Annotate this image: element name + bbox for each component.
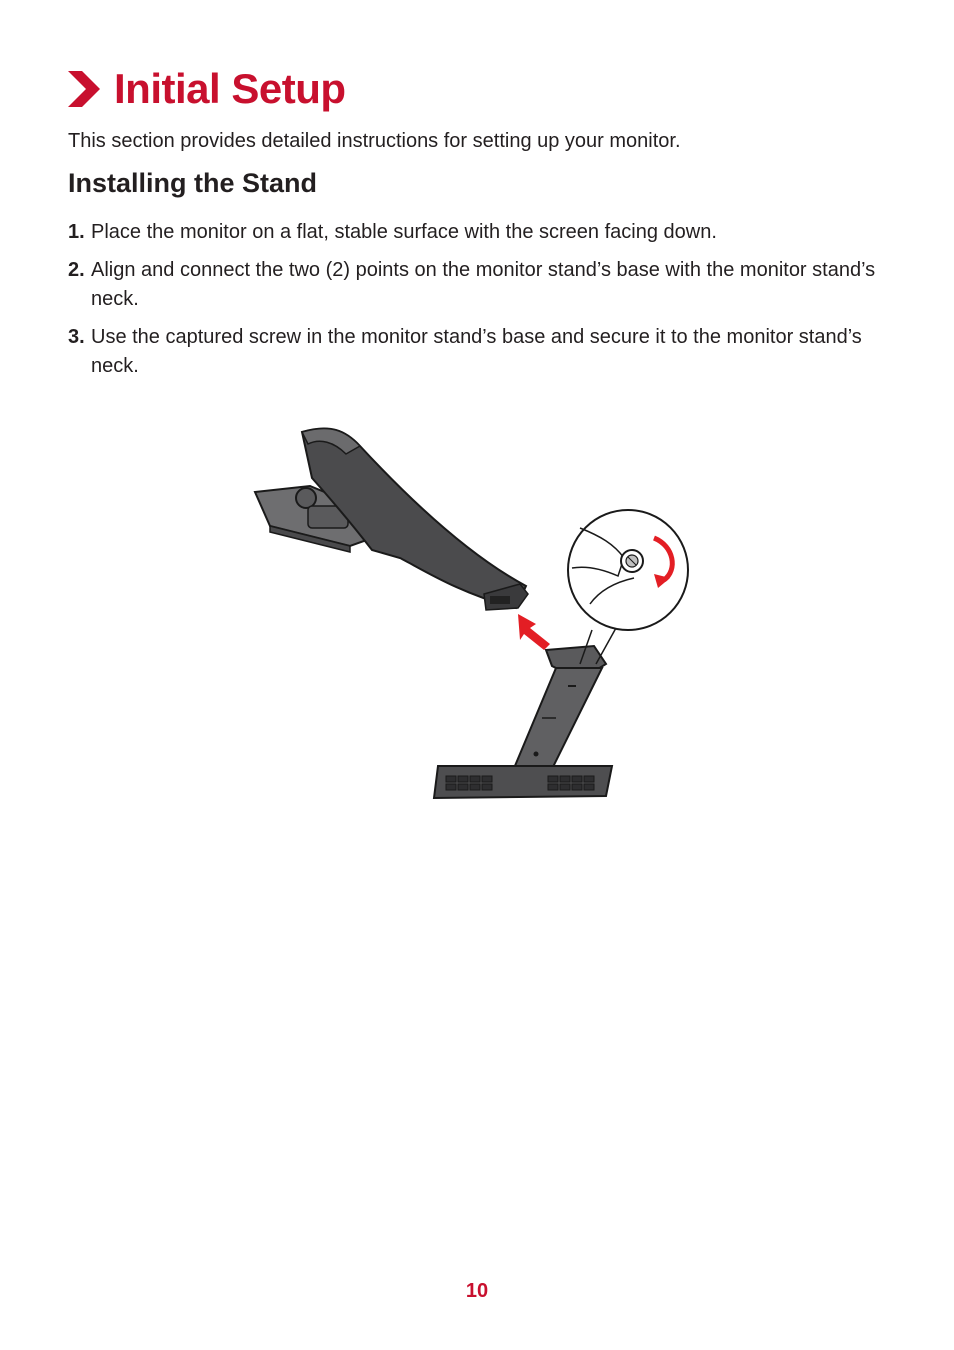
stand-base-illustration [434, 646, 612, 798]
page-number: 10 [465, 1280, 489, 1302]
section-heading: Installing the Stand [68, 168, 318, 198]
page-title-row [66, 62, 346, 116]
step-text: Align and connect the two (2) points on the monitor stand’s base with the monitor stand’s neck. [91, 259, 876, 310]
list-item [68, 323, 888, 381]
intro-paragraph: This section provides detailed instructions for setting up your monitor. [68, 130, 681, 152]
stand-installation-figure [250, 418, 690, 803]
screw-zoom-callout [568, 510, 688, 664]
step-number: 3. [68, 326, 85, 348]
step-text: Use the captured screw in the monitor stand’s base and secure it to the monitor stand’s neck. [91, 326, 862, 377]
step-text: Place the monitor on a flat, stable surface with the screen facing down. [91, 221, 717, 243]
page-title: Initial Setup [114, 65, 346, 112]
step-number: 2. [68, 259, 85, 281]
monitor-neck-illustration [255, 428, 528, 610]
list-item [68, 256, 888, 314]
step-number: 1. [68, 221, 85, 243]
red-arrow-icon [518, 614, 550, 650]
list-item [68, 218, 888, 247]
step-list [68, 218, 888, 390]
chevron-right-icon [66, 69, 102, 109]
